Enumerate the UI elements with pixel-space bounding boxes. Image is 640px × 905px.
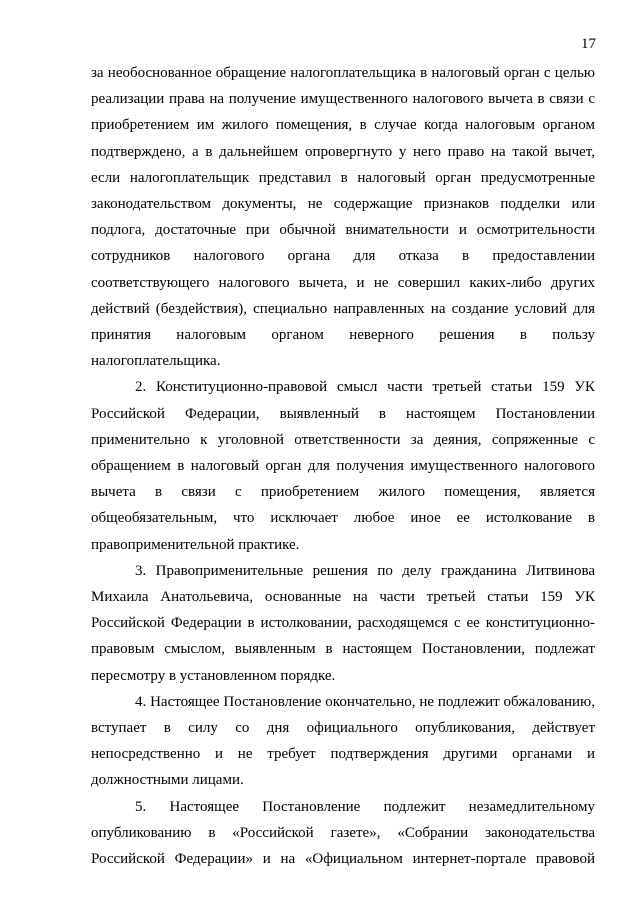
- paragraph-item-5: 5. Настоящее Постановление подлежит незамедлительному опубликованию в «Российской газете», «Собрании законодательства Российской Федерации» и на «Официальном интернет-портале правовой: [91, 798, 595, 868]
- paragraph-item-2: 2. Конституционно-правовой смысл части третьей статьи 159 УК Российской Федерации, выявленный в настоящем Постановлении применительно к уголовной ответственности за деяния, сопряженные с обращением в налоговый орган для получения имущественного налогового вычета в связи с приобретением жилого помещения, является общеобязательным, что исключает любое иное ее истолкование в правоприменительной практике.: [91, 379, 595, 553]
- paragraph-item-4: 4. Настоящее Постановление окончательно, не подлежит обжалованию, вступает в силу со дня официального опубликования, действует непосредственно и не требует подтверждения другими органами и должностными лицами.: [91, 693, 595, 789]
- paragraph-item-3: 3. Правоприменительные решения по делу гражданина Литвинова Михаила Анатольевича, основанные на части третьей статьи 159 УК Российской Федерации в истолковании, расходящемся с ее конституционно-правовым смыслом, выявленным в настоящем Постановлении, подлежат пересмотру в установленном порядке.: [91, 562, 595, 684]
- page-number: 17: [581, 36, 596, 52]
- document-body: [91, 60, 595, 872]
- paragraph-continuation: за необоснованное обращение налогоплательщика в налоговый орган с целью реализации права на получение имущественного налогового вычета в связи с приобретением им жилого помещения, в случае когда налоговым органом подтверждено, а в дальнейшем опровергнуто у него право на такой вычет, если налогоплательщик представил в налоговый орган предусмотренные законодательством документы, не содержащие признаков подделки или подлога, достаточные при обычной внимательности и осмотрительности сотрудников налогового органа для отказа в предоставлении соответствующего налогового вычета, и не совершил каких-либо других действий (бездействия), специально направленных на создание условий для принятия налоговым органом неверного решения в пользу налогоплательщика.: [91, 65, 595, 370]
